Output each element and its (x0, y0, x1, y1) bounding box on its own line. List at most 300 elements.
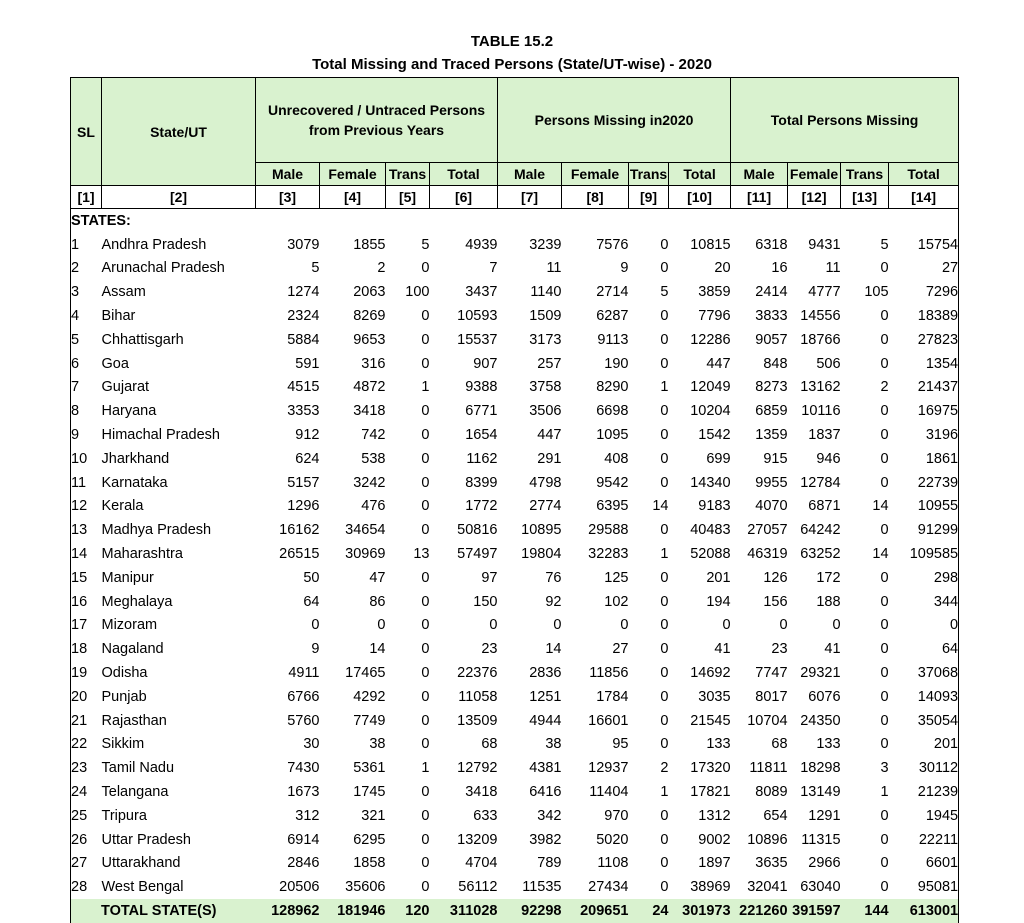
sl-cell: 6 (71, 352, 102, 376)
state-name-cell: Uttar Pradesh (101, 831, 191, 848)
value-cell: 0 (779, 617, 788, 634)
sub-header: Female (320, 163, 386, 186)
value-cell: 5760 (287, 712, 320, 729)
value-cell: 12286 (690, 331, 731, 348)
value-cell: 0 (880, 522, 889, 539)
value-cell: 1858 (353, 855, 386, 872)
state-name-cell: Bihar (101, 308, 136, 325)
value-cell: 742 (361, 427, 386, 444)
sl-cell: 8 (71, 399, 102, 423)
sl-cell: 21 (71, 709, 102, 733)
sub-header: Male (498, 163, 562, 186)
total-row (71, 899, 959, 923)
state-name-cell: Gujarat (101, 379, 150, 396)
value-cell: 34654 (345, 522, 386, 539)
table-row (71, 756, 959, 780)
value-cell: 7576 (596, 236, 629, 253)
column-index: [5] (386, 186, 430, 209)
value-cell: 1095 (596, 427, 629, 444)
sub-header: Trans (841, 163, 889, 186)
value-cell: 221260 (731, 899, 788, 923)
value-cell: 1291 (808, 807, 841, 824)
value-cell: 10704 (747, 712, 788, 729)
value-cell: 64242 (800, 522, 841, 539)
value-cell: 4777 (808, 284, 841, 301)
value-cell: 1837 (808, 427, 841, 444)
value-cell: 0 (421, 308, 430, 325)
value-cell: 0 (421, 712, 430, 729)
value-cell: 654 (763, 807, 788, 824)
value-cell: 32041 (747, 879, 788, 896)
value-cell: 16 (771, 260, 788, 277)
value-cell: 321 (361, 807, 386, 824)
value-cell: 0 (377, 617, 386, 634)
value-cell: 789 (537, 855, 562, 872)
value-cell: 3196 (889, 423, 959, 447)
value-cell: 1 (421, 760, 430, 777)
value-cell: 144 (841, 899, 889, 923)
value-cell: 63040 (800, 879, 841, 896)
value-cell: 12937 (588, 760, 629, 777)
sl-cell: 10 (71, 447, 102, 471)
value-cell: 2324 (287, 308, 320, 325)
value-cell: 40483 (690, 522, 731, 539)
value-cell: 13162 (800, 379, 841, 396)
value-cell: 0 (880, 665, 889, 682)
value-cell: 17320 (690, 760, 731, 777)
value-cell: 100 (405, 284, 430, 301)
value-cell: 0 (660, 665, 669, 682)
value-cell: 2063 (353, 284, 386, 301)
value-cell: 0 (421, 593, 430, 610)
value-cell: 0 (880, 403, 889, 420)
state-name-cell: Arunachal Pradesh (101, 260, 225, 277)
value-cell: 0 (660, 260, 669, 277)
table-row (71, 518, 959, 542)
table-row (71, 852, 959, 876)
value-cell: 1897 (698, 855, 731, 872)
value-cell: 0 (880, 641, 889, 658)
value-cell: 6601 (889, 852, 959, 876)
table-row (71, 685, 959, 709)
value-cell: 63252 (800, 546, 841, 563)
value-cell: 0 (421, 879, 430, 896)
sl-cell: 28 (71, 875, 102, 899)
value-cell: 27057 (747, 522, 788, 539)
value-cell: 6416 (529, 784, 562, 801)
value-cell: 14 (872, 498, 889, 515)
value-cell: 14340 (690, 474, 731, 491)
value-cell: 133 (706, 736, 731, 753)
value-cell: 12792 (457, 760, 498, 777)
value-cell: 10815 (690, 236, 731, 253)
value-cell: 16601 (588, 712, 629, 729)
value-cell: 6287 (596, 308, 629, 325)
value-cell: 7296 (889, 280, 959, 304)
value-cell: 8399 (465, 474, 498, 491)
value-cell: 0 (660, 331, 669, 348)
value-cell: 0 (832, 617, 841, 634)
value-cell: 0 (880, 331, 889, 348)
column-index: [1] (71, 186, 102, 209)
table-row (71, 447, 959, 471)
value-cell: 6871 (808, 498, 841, 515)
value-cell: 3859 (698, 284, 731, 301)
value-cell: 22739 (889, 471, 959, 495)
value-cell: 0 (880, 879, 889, 896)
state-name-cell: Kerala (101, 498, 144, 515)
value-cell: 21437 (889, 376, 959, 400)
value-cell: 591 (295, 355, 320, 372)
group-previous-years-header: Unrecovered / Untraced Persons from Previous Years (256, 78, 498, 163)
value-cell: 14692 (690, 665, 731, 682)
table-row (71, 637, 959, 661)
value-cell: 9431 (808, 236, 841, 253)
value-cell: 2 (880, 379, 889, 396)
value-cell: 9542 (596, 474, 629, 491)
value-cell: 4292 (353, 688, 386, 705)
value-cell: 150 (473, 593, 498, 610)
value-cell: 27434 (588, 879, 629, 896)
value-cell: 624 (295, 450, 320, 467)
value-cell: 848 (763, 355, 788, 372)
value-cell: 2 (377, 260, 386, 277)
column-index: [10] (669, 186, 731, 209)
value-cell: 0 (421, 331, 430, 348)
state-name-cell: Maharashtra (101, 546, 183, 563)
value-cell: 16975 (889, 399, 959, 423)
column-index: [11] (731, 186, 788, 209)
value-cell: 1140 (530, 284, 562, 301)
value-cell: 7 (489, 260, 498, 277)
value-cell: 0 (660, 617, 669, 634)
table-row (71, 828, 959, 852)
value-cell: 9057 (755, 331, 788, 348)
sl-cell: 5 (71, 328, 102, 352)
sub-header: Male (731, 163, 788, 186)
value-cell: 4939 (465, 236, 498, 253)
value-cell: 4944 (529, 712, 562, 729)
sl-cell: 20 (71, 685, 102, 709)
value-cell: 2774 (529, 498, 562, 515)
value-cell: 3242 (353, 474, 386, 491)
value-cell: 3035 (698, 688, 731, 705)
value-cell: 22211 (889, 828, 959, 852)
value-cell: 0 (660, 831, 669, 848)
value-cell: 14 (369, 641, 386, 658)
value-cell: 194 (706, 593, 731, 610)
sub-header: Female (788, 163, 841, 186)
column-index: [9] (629, 186, 669, 209)
sl-cell: 19 (71, 661, 102, 685)
value-cell: 0 (421, 403, 430, 420)
value-cell: 9183 (698, 498, 731, 515)
value-cell: 0 (880, 831, 889, 848)
value-cell: 0 (421, 498, 430, 515)
state-name-cell: Manipur (101, 569, 154, 586)
sub-header: Total (669, 163, 731, 186)
value-cell: 1784 (596, 688, 629, 705)
value-cell: 18298 (800, 760, 841, 777)
value-cell: 3418 (465, 784, 498, 801)
value-cell: 0 (421, 355, 430, 372)
value-cell: 5361 (353, 760, 386, 777)
value-cell: 95081 (889, 875, 959, 899)
value-cell: 506 (816, 355, 841, 372)
value-cell: 1 (880, 784, 889, 801)
sl-cell: 25 (71, 804, 102, 828)
value-cell: 1108 (597, 855, 629, 872)
value-cell: 2 (660, 760, 669, 777)
table-row (71, 233, 959, 257)
sl-cell: 14 (71, 542, 102, 566)
value-cell: 0 (889, 614, 959, 638)
value-cell: 0 (660, 569, 669, 586)
value-cell: 0 (421, 522, 430, 539)
value-cell: 9388 (465, 379, 498, 396)
value-cell: 35606 (345, 879, 386, 896)
sl-cell: 3 (71, 280, 102, 304)
value-cell: 10955 (889, 495, 959, 519)
value-cell: 64 (303, 593, 320, 610)
sub-header: Trans (629, 163, 669, 186)
sl-cell: 18 (71, 637, 102, 661)
value-cell: 2966 (808, 855, 841, 872)
value-cell: 13149 (800, 784, 841, 801)
table-row (71, 399, 959, 423)
value-cell: 27 (612, 641, 629, 658)
value-cell: 447 (706, 355, 731, 372)
value-cell: 11315 (801, 831, 841, 848)
value-cell: 4911 (288, 665, 320, 682)
value-cell: 0 (421, 736, 430, 753)
value-cell: 391597 (788, 899, 841, 923)
value-cell: 1861 (889, 447, 959, 471)
column-index: [8] (562, 186, 629, 209)
value-cell: 14 (872, 546, 889, 563)
sl-cell: 12 (71, 495, 102, 519)
state-name-cell: Telangana (101, 784, 169, 801)
value-cell: 3079 (287, 236, 320, 253)
value-cell: 7747 (755, 665, 788, 682)
value-cell: 0 (660, 879, 669, 896)
column-index: [12] (788, 186, 841, 209)
state-name-cell: West Bengal (101, 879, 184, 896)
column-index: [4] (320, 186, 386, 209)
total-label: TOTAL STATE(S) (71, 899, 256, 923)
group-total-missing-header: Total Persons Missing (731, 78, 959, 163)
sl-cell: 16 (71, 590, 102, 614)
value-cell: 0 (421, 450, 430, 467)
value-cell: 10896 (747, 831, 788, 848)
value-cell: 7749 (353, 712, 386, 729)
value-cell: 2836 (529, 665, 562, 682)
value-cell: 0 (421, 427, 430, 444)
state-name-cell: Tripura (101, 807, 147, 824)
value-cell: 6318 (755, 236, 788, 253)
value-cell: 11 (825, 260, 841, 277)
value-cell: 133 (816, 736, 841, 753)
column-index: [2] (102, 186, 256, 209)
table-row (71, 423, 959, 447)
value-cell: 301973 (669, 899, 731, 923)
sl-cell: 24 (71, 780, 102, 804)
sl-cell: 23 (71, 756, 102, 780)
value-cell: 38 (369, 736, 386, 753)
value-cell: 11856 (589, 665, 629, 682)
sl-cell: 13 (71, 518, 102, 542)
column-index: [7] (498, 186, 562, 209)
value-cell: 0 (660, 807, 669, 824)
value-cell: 0 (880, 355, 889, 372)
table-row (71, 661, 959, 685)
value-cell: 0 (660, 427, 669, 444)
value-cell: 1772 (465, 498, 498, 515)
value-cell: 26515 (279, 546, 320, 563)
value-cell: 95 (612, 736, 629, 753)
value-cell: 19804 (521, 546, 562, 563)
value-cell: 92298 (498, 899, 562, 923)
value-cell: 128962 (256, 899, 320, 923)
state-name-cell: Himachal Pradesh (101, 427, 220, 444)
value-cell: 1251 (529, 688, 562, 705)
value-cell: 4381 (529, 760, 562, 777)
table-row (71, 780, 959, 804)
value-cell: 29321 (800, 665, 841, 682)
value-cell: 1855 (353, 236, 386, 253)
value-cell: 38969 (690, 879, 731, 896)
value-cell: 912 (295, 427, 320, 444)
value-cell: 4515 (287, 379, 320, 396)
value-cell: 1 (660, 546, 669, 563)
value-cell: 0 (660, 688, 669, 705)
value-cell: 20 (714, 260, 731, 277)
state-name-cell: Jharkhand (101, 450, 170, 467)
table-row (71, 566, 959, 590)
sub-header: Trans (386, 163, 430, 186)
value-cell: 172 (816, 569, 841, 586)
sl-cell: 22 (71, 733, 102, 757)
table-row (71, 304, 959, 328)
value-cell: 0 (880, 474, 889, 491)
value-cell: 476 (361, 498, 386, 515)
value-cell: 188 (816, 593, 841, 610)
value-cell: 1296 (287, 498, 320, 515)
value-cell: 257 (537, 355, 562, 372)
state-name-cell: Karnataka (101, 474, 168, 491)
value-cell: 2414 (755, 284, 788, 301)
value-cell: 0 (660, 308, 669, 325)
value-cell: 0 (880, 617, 889, 634)
value-cell: 32283 (588, 546, 629, 563)
value-cell: 38 (545, 736, 562, 753)
value-cell: 11 (546, 260, 562, 277)
table-row (71, 328, 959, 352)
value-cell: 0 (660, 736, 669, 753)
value-cell: 52088 (690, 546, 731, 563)
value-cell: 5884 (287, 331, 320, 348)
value-cell: 1945 (889, 804, 959, 828)
sl-cell: 2 (71, 257, 102, 281)
sub-header: Male (256, 163, 320, 186)
value-cell: 9 (620, 260, 629, 277)
value-cell: 92 (545, 593, 562, 610)
value-cell: 8290 (596, 379, 629, 396)
value-cell: 311028 (430, 899, 498, 923)
value-cell: 13 (413, 546, 430, 563)
value-cell: 1162 (466, 450, 498, 467)
state-name-cell: Haryana (101, 403, 157, 420)
value-cell: 3418 (353, 403, 386, 420)
value-cell: 10116 (801, 403, 841, 420)
value-cell: 8269 (353, 308, 386, 325)
value-cell: 3239 (529, 236, 562, 253)
value-cell: 23 (481, 641, 498, 658)
value-cell: 9002 (698, 831, 731, 848)
value-cell: 1312 (698, 807, 731, 824)
value-cell: 8273 (755, 379, 788, 396)
value-cell: 0 (880, 712, 889, 729)
value-cell: 2714 (596, 284, 629, 301)
value-cell: 5157 (287, 474, 320, 491)
value-cell: 946 (816, 450, 841, 467)
value-cell: 613001 (889, 899, 959, 923)
value-cell: 3506 (529, 403, 562, 420)
value-cell: 4704 (465, 855, 498, 872)
value-cell: 27 (889, 257, 959, 281)
value-cell: 8089 (755, 784, 788, 801)
value-cell: 7430 (287, 760, 320, 777)
value-cell: 1354 (889, 352, 959, 376)
value-cell: 23 (771, 641, 788, 658)
value-cell: 6914 (287, 831, 320, 848)
column-index: [13] (841, 186, 889, 209)
value-cell: 0 (660, 855, 669, 872)
state-name-cell: Odisha (101, 665, 148, 682)
table-row (71, 376, 959, 400)
sl-cell: 7 (71, 376, 102, 400)
value-cell: 0 (660, 355, 669, 372)
value-cell: 24 (629, 899, 669, 923)
value-cell: 24350 (800, 712, 841, 729)
value-cell: 3437 (465, 284, 498, 301)
value-cell: 1359 (755, 427, 788, 444)
state-name-cell: Punjab (101, 688, 147, 705)
sl-cell: 11 (71, 471, 102, 495)
value-cell: 27823 (889, 328, 959, 352)
value-cell: 181946 (320, 899, 386, 923)
value-cell: 0 (489, 617, 498, 634)
value-cell: 68 (771, 736, 788, 753)
value-cell: 120 (386, 899, 430, 923)
value-cell: 14556 (800, 308, 841, 325)
value-cell: 0 (880, 688, 889, 705)
value-cell: 633 (473, 807, 498, 824)
value-cell: 0 (421, 807, 430, 824)
value-cell: 0 (880, 855, 889, 872)
value-cell: 0 (880, 593, 889, 610)
value-cell: 201 (889, 733, 959, 757)
value-cell: 0 (620, 617, 629, 634)
value-cell: 14 (545, 641, 562, 658)
table-number: TABLE 15.2 (470, 33, 554, 50)
value-cell: 41 (714, 641, 731, 658)
value-cell: 408 (604, 450, 629, 467)
value-cell: 64 (889, 637, 959, 661)
value-cell: 109585 (889, 542, 959, 566)
value-cell: 3 (880, 760, 889, 777)
state-name-cell: Madhya Pradesh (101, 522, 212, 539)
